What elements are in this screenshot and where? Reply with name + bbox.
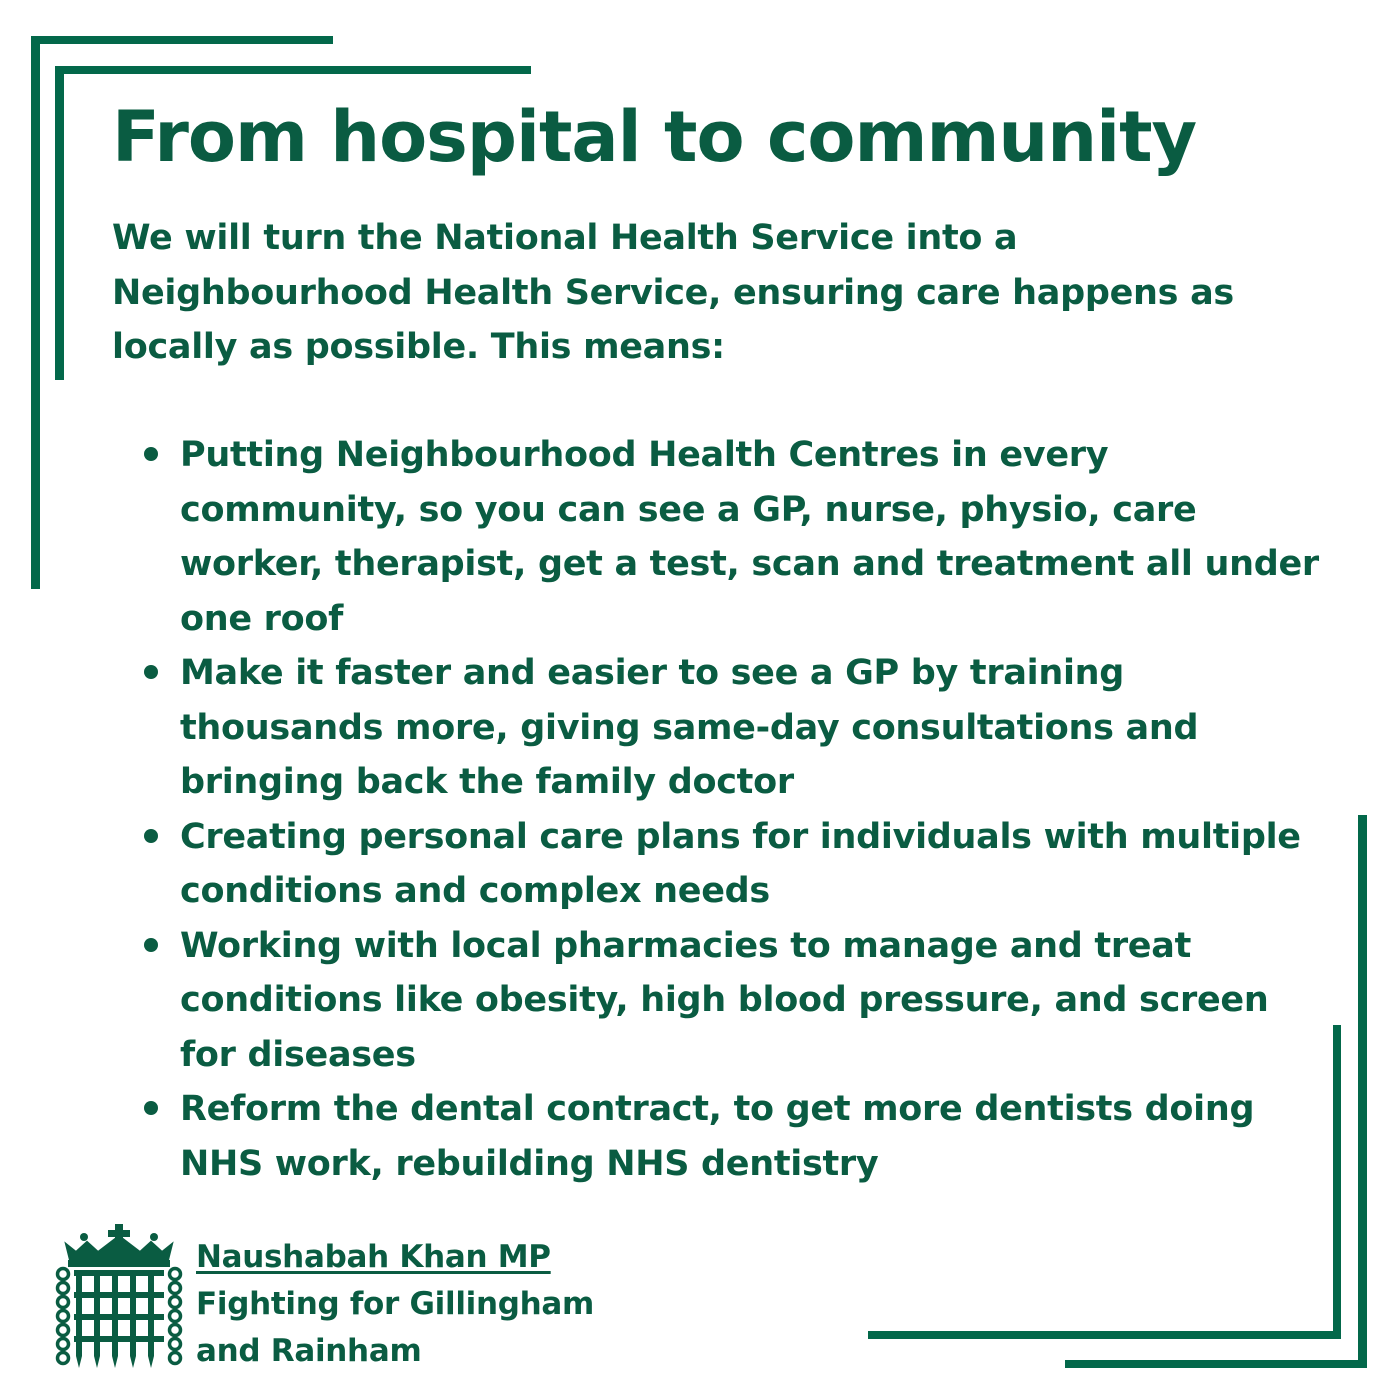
bullet-dot-icon (144, 1101, 158, 1115)
list-item-text: Creating personal care plans for individuals with multiple conditions and complex needs (180, 816, 1301, 911)
bullet-dot-icon (144, 829, 158, 843)
bullet-dot-icon (144, 938, 158, 952)
frame-top-left-inner-vertical (55, 66, 64, 380)
tagline-line-2: and Rainham (196, 1333, 422, 1369)
bullet-dot-icon (144, 447, 158, 461)
mp-name: Naushabah Khan MP (196, 1239, 551, 1275)
frame-bottom-right-outer-vertical (1358, 815, 1367, 1368)
frame-top-left-outer-vertical (31, 36, 40, 589)
page-title: From hospital to community (112, 96, 1197, 178)
intro-paragraph: We will turn the National Health Service into a Neighbourhood Health Service, ensuring care happens as locally as possible. This means: (112, 218, 1234, 367)
list-item (180, 810, 1325, 919)
portcullis-icon (54, 1222, 184, 1372)
frame-bottom-right-outer-horizontal (1065, 1360, 1367, 1368)
bullet-dot-icon (144, 665, 158, 679)
list-item (180, 1082, 1325, 1191)
list-item (180, 919, 1325, 1083)
list-item-text: Make it faster and easier to see a GP by training thousands more, giving same-day consultations and bringing back the family doctor (180, 653, 1199, 802)
list-item (180, 428, 1325, 646)
frame-bottom-right-inner-vertical (1333, 1025, 1341, 1339)
list-item-text: Working with local pharmacies to manage and treat conditions like obesity, high blood pressure, and screen for diseases (180, 925, 1269, 1075)
list-item-text: Putting Neighbourhood Health Centres in every community, so you can see a GP, nurse, physio, care worker, therapist, get a test, scan and treatment all under one roof (180, 435, 1319, 639)
frame-bottom-right-inner-horizontal (868, 1331, 1341, 1339)
mp-signature (196, 1234, 594, 1375)
frame-top-left-inner-horizontal (55, 66, 531, 74)
pledge-list (180, 428, 1325, 1191)
frame-top-left-outer-horizontal (31, 36, 333, 44)
list-item-text: Reform the dental contract, to get more dentists doing NHS work, rebuilding NHS dentistry (180, 1089, 1255, 1184)
tagline-line-1: Fighting for Gillingham (196, 1286, 595, 1322)
list-item (180, 646, 1325, 810)
